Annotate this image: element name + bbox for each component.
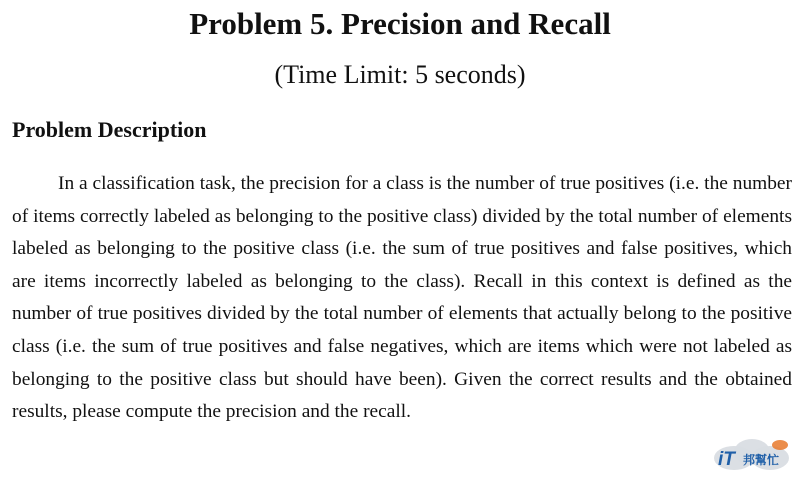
svg-text:邦幫忙: 邦幫忙 [743, 453, 780, 467]
problem-description-paragraph: In a classification task, the precision for a class is the number of true positives (i.e. the number of items correctly labeled as belonging to the positive class) divided by the total number of elements labeled as belonging to the positive class (i.e. the sum of true positives and false positives, which are items incorrectly labeled as belonging to the class). Recall in this context is defined as the number of true positives divided by the total number of elements that actually belong to the positive class (i.e. the sum of true positives and false negatives, which are items which were not labeled as belonging to the positive class but should have been). Given the correct results and the obtained results, please compute the precision and the recall. [12, 173, 792, 423]
ithome-watermark-logo [706, 434, 794, 474]
svg-text:iT: iT [718, 449, 735, 470]
section-heading: Problem Description [12, 117, 207, 142]
time-limit: (Time Limit: 5 seconds) [274, 60, 526, 89]
problem-title: Problem 5. Precision and Recall [189, 6, 611, 41]
